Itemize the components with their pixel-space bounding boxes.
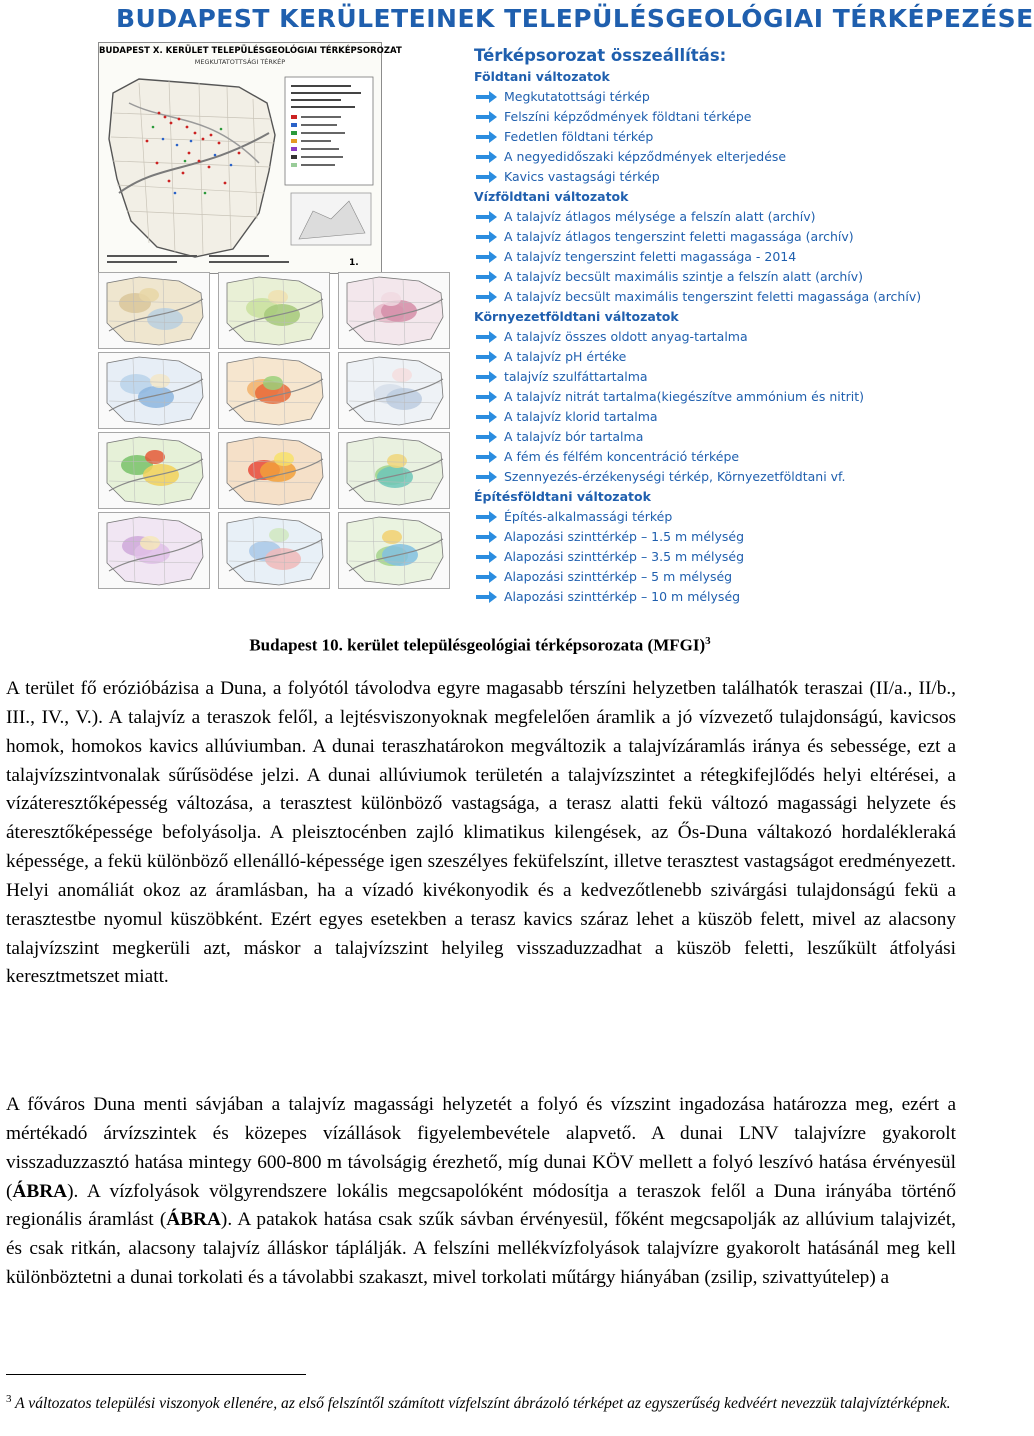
arrow-right-icon: [476, 211, 498, 223]
series-list-item: [474, 267, 864, 287]
series-list-item-label: Szennyezés-érzékenységi térkép, Környezetföldtani vf.: [504, 469, 846, 484]
arrow-right-icon: [476, 291, 498, 303]
thumbnail-map: [218, 432, 330, 509]
series-list-item-label: A talajvíz átlagos tengerszint feletti magassága (archív): [504, 229, 854, 244]
arrow-right-icon: [476, 351, 498, 363]
series-list-item: [474, 407, 864, 427]
series-list-item: [474, 387, 864, 407]
series-list-item: [474, 587, 864, 607]
thumbnail-map: [338, 352, 450, 429]
paragraph-2-part-1: A főváros Duna menti sávjában a talajvíz magassági helyzetét a folyó és vízszint ingadozása határozza meg, ezért a mértékadó árvízszintek és közepes vízállások figyelembevétele alapvető. A dunai LNV talajvízre gyakorolt visszaduzzasztó hatása mintegy 600-800 m távolságig érezhető, míg dunai KÖV mellett a folyó leszívó hatása érvényesül (: [6, 1094, 956, 1202]
series-list-title: Térképsorozat összeállítás:: [474, 46, 727, 65]
series-list-item-label: Megkutatottsági térkép: [504, 89, 650, 104]
series-category: Környezetföldtani változatok: [474, 309, 679, 324]
series-list-item: [474, 367, 864, 387]
figure-ref-1: ÁBRA: [12, 1180, 68, 1202]
arrow-right-icon: [476, 91, 498, 103]
thumbnail-map: [338, 272, 450, 349]
main-map-subtitle: MEGKUTATOTTSÁGI TÉRKÉP: [194, 58, 286, 66]
series-list-item: [474, 527, 864, 547]
arrow-right-icon: [476, 451, 498, 463]
series-list-item: [474, 567, 864, 587]
series-list-item: [474, 287, 922, 307]
series-list-item-label: Építés-alkalmassági térkép: [504, 509, 673, 524]
arrow-right-icon: [476, 251, 498, 263]
series-list-item: [474, 327, 864, 347]
series-list-item: [474, 547, 864, 567]
thumbnail-map: [338, 512, 450, 589]
series-list-item: [474, 467, 864, 487]
arrow-right-icon: [476, 431, 498, 443]
series-list-item-label: A talajvíz átlagos mélysége a felszín alatt (archív): [504, 209, 816, 224]
series-list-item-label: A talajvíz pH értéke: [504, 349, 627, 364]
series-list-item: [474, 247, 864, 267]
arrow-right-icon: [476, 171, 498, 183]
thumbnail-map: [218, 352, 330, 429]
footnote-text: A változatos települési viszonyok ellenére, az első felszíntől számított vízfelszínt ábrázoló térképet az egyszerűség kedvéért nevezzük talajvíztérképnek.: [15, 1395, 951, 1413]
main-map-number: 1.: [349, 258, 359, 268]
series-list-item-label: A talajvíz összes oldott anyag-tartalma: [504, 329, 748, 344]
series-list-item-label: A talajvíz nitrát tartalma(kiegészítve ammónium és nitrit): [504, 389, 865, 404]
series-list-item: [474, 207, 864, 227]
footnote-number: 3: [6, 1393, 12, 1405]
series-list-item: [474, 447, 864, 467]
thumbnail-map: [98, 432, 210, 509]
series-list-item: [474, 107, 864, 127]
poster-title: BUDAPEST KERÜLETEINEK TELEPÜLÉSGEOLÓGIAI TÉRKÉPEZÉSE: [116, 4, 1034, 33]
arrow-right-icon: [476, 131, 498, 143]
arrow-right-icon: [476, 531, 498, 543]
thumbnail-map: [218, 272, 330, 349]
main-map-drawing: [99, 43, 402, 273]
series-list-item: [474, 167, 864, 187]
arrow-right-icon: [476, 331, 498, 343]
series-list-item: [474, 127, 864, 147]
arrow-right-icon: [476, 471, 498, 483]
series-category: Építésföldtani változatok: [474, 489, 651, 504]
figure-caption-text: Budapest 10. kerület településgeológiai térképsorozata (MFGI): [249, 635, 706, 655]
series-list-item: [474, 427, 864, 447]
series-list-item-label: Felszíni képződmények földtani térképe: [504, 109, 752, 124]
arrow-right-icon: [476, 411, 498, 423]
main-map-title: BUDAPEST X. KERÜLET TELEPÜLÉSGEOLÓGIAI TÉRKÉPSOROZAT: [99, 46, 402, 56]
series-list-item-label: A talajvíz bór tartalma: [504, 429, 644, 444]
arrow-right-icon: [476, 231, 498, 243]
series-list-item-label: Alapozási szinttérkép – 5 m mélység: [504, 569, 733, 584]
figure-ref-2: ÁBRA: [166, 1209, 221, 1231]
series-list-item-label: Alapozási szinttérkép – 1.5 m mélység: [504, 529, 745, 544]
series-list-item: [474, 507, 864, 527]
arrow-right-icon: [476, 151, 498, 163]
series-list-item-label: Alapozási szinttérkép – 3.5 m mélység: [504, 549, 745, 564]
paragraph-1: A terület fő erózióbázisa a Duna, a folyótól távolodva egyre magasabb térszíni helyzetben találhatók teraszai (II/a., II/b., III., IV., V.). A talajvíz a teraszok felől, a lejtésviszonyoknak megfelelően áramlik a jó vízvezető tulajdonságú, kavicsos homok, homokos kavics allúviumban. A dunai teraszhatárokon megváltozik a talajvízáramlás iránya és sebessége, ezt a talajvízszintvonalak sűrűsödése jelzi. A dunai allúviumok területén a talajvízszintet a rétegkifejlődés helyi eltérései, a vízáteresztőképesség változása, a terasztest különböző vastagsága, a terasz alatti fekü változó magassági helyzete és áteresztőképessége befolyásolja. A pleisztocénben zajló klimatikus kilengések, az Ős-Duna váltakozó hordalékleraká képessége, a fekü különböző ellenálló-képessége igen szeszélyes feküfelszínt, illetve terasztest vastagságot eredményezett. Helyi anomáliát okoz az áramlásban, ha a vízadó kivékonyodik és a kedvezőtlenebb szivárgási tulajdonságú fekü a terasztestbe nyomul küszöbként. Ezért egyes esetekben a terasz kavics száraz lehet a küszöb felett, mivel az alacsony talajvízszint megkerüli azt, máskor a talajvízszint helyileg visszaduzzadhat a küszöb feletti, leszűkült átfolyási keresztmetszet miatt.: [6, 678, 956, 988]
series-category: Vízföldtani változatok: [474, 189, 629, 204]
series-list-item: [474, 147, 864, 167]
series-list-item-label: A fém és félfém koncentráció térképe: [504, 449, 740, 464]
thumbnail-map: [98, 352, 210, 429]
series-list-item-label: A talajvíz becsült maximális szintje a felszín alatt (archív): [504, 269, 864, 284]
paragraph-2: [6, 1091, 956, 1293]
thumbnail-map: [338, 432, 450, 509]
paragraph-2-part-2: ). A vízfolyások völgyrendszere lokális megcsapolóként módosítja a teraszok felől a Duna irányába történő regionális áramlást (: [6, 1180, 956, 1231]
arrow-right-icon: [476, 511, 498, 523]
arrow-right-icon: [476, 591, 498, 603]
arrow-right-icon: [476, 551, 498, 563]
arrow-right-icon: [476, 111, 498, 123]
series-list-item: [474, 87, 864, 107]
series-list-item: [474, 227, 864, 247]
footnote: [6, 1388, 956, 1415]
arrow-right-icon: [476, 371, 498, 383]
thumbnail-map: [218, 512, 330, 589]
series-category: Földtani változatok: [474, 69, 610, 84]
paragraph-2-part-3: ). A patakok hatása csak szűk sávban érvényesül, főként megcsapolják az allúvium talajvizét, és csak ritkán, alacsony talajvíz álláskor táplálják. A felszíni mellékvízfolyások talajvízre gyakorolt hatásánál meg kell különböztetni a dunai torkolati és a távolabbi szakaszt, mivel torkolati műtárgy hiányában (zsilip, szivattyútelep) a: [6, 1209, 957, 1289]
series-list-item-label: Fedetlen földtani térkép: [504, 129, 654, 144]
arrow-right-icon: [476, 271, 498, 283]
series-list-item-label: A talajvíz tengerszint feletti magassága - 2014: [504, 249, 797, 264]
thumbnail-map: [98, 512, 210, 589]
thumbnail-map: [98, 272, 210, 349]
series-list-item-label: A talajvíz becsült maximális tengerszint feletti magassága (archív): [504, 289, 922, 304]
series-list-item-label: A talajvíz klorid tartalma: [504, 409, 658, 424]
arrow-right-icon: [476, 391, 498, 403]
main-map-image: [98, 42, 402, 274]
series-list: [474, 44, 922, 607]
series-list-item: [474, 347, 864, 367]
series-list-item-label: A negyedidőszaki képződmények elterjedése: [504, 149, 787, 164]
poster-figure: [96, 0, 1034, 612]
footnote-divider: [6, 1374, 306, 1375]
series-list-item-label: Alapozási szinttérkép – 10 m mélység: [504, 589, 741, 604]
footnote-reference: 3: [705, 635, 711, 647]
series-list-item-label: talajvíz szulfáttartalma: [504, 369, 648, 384]
arrow-right-icon: [476, 571, 498, 583]
figure-caption: [0, 630, 960, 657]
series-list-item-label: Kavics vastagsági térkép: [504, 169, 660, 184]
